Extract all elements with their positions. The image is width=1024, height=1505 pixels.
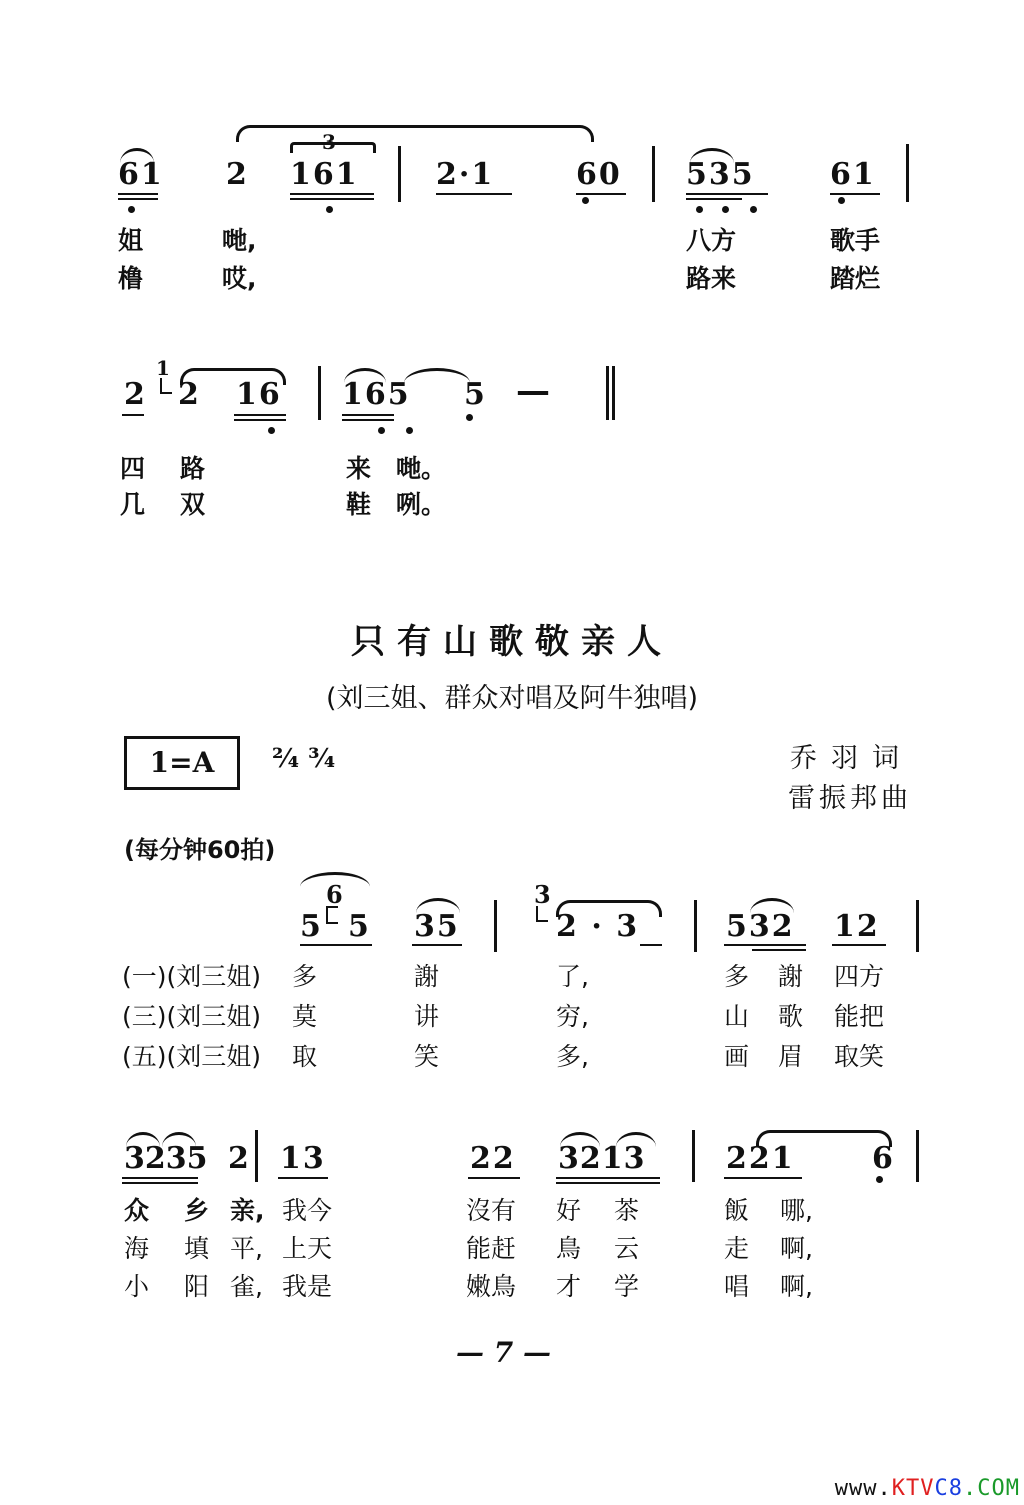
lyric: 哪, [780,1196,813,1225]
grace-hook [536,906,548,922]
lyric: 歌手 [830,226,881,255]
underline [122,1182,198,1184]
low-octave-dot [406,427,413,434]
lyric: 才 [556,1272,582,1301]
grace-hook [160,378,172,394]
note-group: 16 [236,377,282,412]
underline [724,944,806,946]
lyric: 歌 [778,1002,804,1031]
lyric: 海 [124,1234,150,1263]
lyric: 哋。 [396,454,447,483]
underline [342,414,394,416]
underline [832,944,886,946]
lyric: 走 [724,1234,750,1263]
underline [290,198,374,200]
lyric: 多 [292,962,318,991]
verse-prefix: (三)(刘三姐) [122,1002,262,1031]
underline [300,944,372,946]
note: 5 [464,377,487,412]
lyric: 笑 [414,1042,440,1071]
lyric: 踏烂 [830,264,881,293]
song-title: 只有山歌敬亲人 [351,622,673,662]
bar-line [255,1130,258,1182]
lyric: 飯 [724,1196,750,1225]
tempo-marking: (每分钟60拍) [124,836,276,864]
note: 5 [348,909,371,944]
lyric: 姐 [118,226,144,255]
underline [122,1177,198,1179]
lyric: 几 [120,490,146,519]
triplet-bracket [290,142,376,153]
lyric: 雀, [230,1272,263,1301]
composer-credit: 雷振邦曲 [788,783,912,814]
note-group: 22 [470,1141,516,1176]
underline [556,1182,660,1184]
low-octave-dot [378,427,385,434]
note-group: 535 [686,157,755,192]
lyric: 莫 [292,1002,318,1031]
grace-note: 3 [534,880,551,909]
bar-line [694,900,697,952]
low-octave-dot [466,414,473,421]
underline [556,1177,660,1179]
triplet-label: 3 [322,130,336,154]
bar-line [692,1130,695,1182]
bar-line [916,1130,919,1182]
bar-line [318,366,321,420]
underline [412,944,462,946]
lyric: 啊, [780,1234,813,1263]
lyric: 多 [724,962,750,991]
note: 6 [872,1141,895,1176]
lyric: 亲, [230,1196,265,1225]
lyric: 路来 [686,264,737,293]
lyric: 穷, [556,1002,589,1031]
low-octave-dot [326,206,333,213]
page-number: — 7 — [456,1336,551,1369]
lyric: 好 [556,1196,582,1225]
lyric: 眉 [778,1042,804,1071]
underline [686,193,768,195]
bar-line [906,144,909,202]
lyric: 茶 [614,1196,640,1225]
final-bar-line-thin [606,366,609,420]
lyric: 八方 [686,226,737,255]
lyric: 我今 [282,1196,333,1225]
low-octave-dot [876,1176,883,1183]
underline [830,193,880,195]
underline [752,949,806,951]
lyric: 云 [614,1234,640,1263]
lyricist-credit: 乔羽词 [790,743,913,774]
lyric: 填 [184,1234,210,1263]
underline [724,1177,802,1179]
key-signature: 1=A [124,736,240,790]
lyric: 山 [724,1002,750,1031]
bar-line [494,900,497,952]
lyric: 謝 [414,962,440,991]
low-octave-dot [722,206,729,213]
lyric: 画 [724,1042,750,1071]
lyric: 了, [556,962,589,991]
note-group: 3213 [558,1141,646,1176]
lyric: 学 [614,1272,640,1301]
note: 2 [228,1141,251,1176]
lyric: 啊, [780,1272,813,1301]
underline [118,193,158,195]
underline [468,1177,520,1179]
note: 2 [226,157,249,192]
note-group: 2 · 3 [556,909,640,944]
note-group: 12 [834,909,880,944]
note-group: 35 [414,909,460,944]
lyric: 唱 [724,1272,750,1301]
lyric: 沒有 [466,1196,517,1225]
watermark [835,1476,1020,1501]
bar-line [916,900,919,952]
note: 5 [300,909,323,944]
lyric: 乡 [184,1196,210,1225]
note-group: 61 [830,157,876,192]
underline [686,198,742,200]
verse-prefix: (一)(刘三姐) [122,962,262,991]
lyric: 路 [180,454,206,483]
lyric: 四 [120,454,146,483]
underline [122,414,144,416]
low-octave-dot [128,206,135,213]
lyric: 平, [230,1234,263,1263]
low-octave-dot [696,206,703,213]
lyric: 能把 [834,1002,885,1031]
note-group: 3235 [124,1141,208,1176]
lyric: 鳥 [556,1234,582,1263]
triplet-notes: 161 [290,157,359,192]
underline [342,419,394,421]
extension-dash: — [516,371,552,411]
lyric: 能赶 [466,1234,517,1263]
lyric: 鞋 [346,490,372,519]
low-octave-dot [268,427,275,434]
underline [576,193,626,195]
note: 2 [124,377,147,412]
lyric: 我是 [282,1272,333,1301]
underline [278,1177,328,1179]
lyric: 咧。 [396,490,447,519]
note-group: 532 [726,909,795,944]
final-bar-line-thick [612,366,615,420]
watermark-ktv: KTV [891,1476,935,1501]
underline [290,193,374,195]
bar-line [652,146,655,202]
lyric: 謝 [778,962,804,991]
slur [404,368,470,383]
note-group: 60 [576,157,622,192]
song-subtitle: (刘三姐、群众对唱及阿牛独唱) [325,683,699,714]
low-octave-dot [582,197,589,204]
low-octave-dot [750,206,757,213]
watermark-c8: C8 [934,1476,964,1501]
lyric: 讲 [414,1002,440,1031]
lyric: 取 [292,1042,318,1071]
lyric: 双 [180,490,206,519]
grace-hook [326,906,338,924]
lyric: 嫩鳥 [466,1272,517,1301]
underline [234,419,286,421]
lyric: 众 [124,1196,150,1225]
lyric: 橹 [118,264,144,293]
note-group: 13 [280,1141,326,1176]
lyric: 多, [556,1042,589,1071]
note-group: 165 [342,377,411,412]
lyric: 四方 [834,962,885,991]
underline [436,193,512,195]
phrase-bracket [236,125,594,142]
underline [640,944,662,946]
note-group: 221 [726,1141,795,1176]
low-octave-dot [838,197,845,204]
note-group: 2·1 [436,157,495,192]
time-signatures: ²⁄₄ ³⁄₄ [272,744,336,774]
lyric: 哋, [222,226,257,255]
lyric: 小 [124,1272,150,1301]
watermark-www: www. [834,1476,892,1501]
lyric: 上天 [282,1234,333,1263]
underline [118,198,158,200]
note: 2 [178,377,201,412]
lyric: 来 [346,454,372,483]
bar-line [398,146,401,202]
watermark-com: .COM [963,1476,1020,1501]
verse-prefix: (五)(刘三姐) [122,1042,262,1071]
lyric: 阳 [184,1272,210,1301]
underline [234,414,286,416]
note-group: 61 [118,157,164,192]
lyric: 哎, [222,264,257,293]
lyric: 取笑 [834,1042,885,1071]
grace-note: 1 [156,356,170,380]
grace-note: 6 [326,880,343,909]
